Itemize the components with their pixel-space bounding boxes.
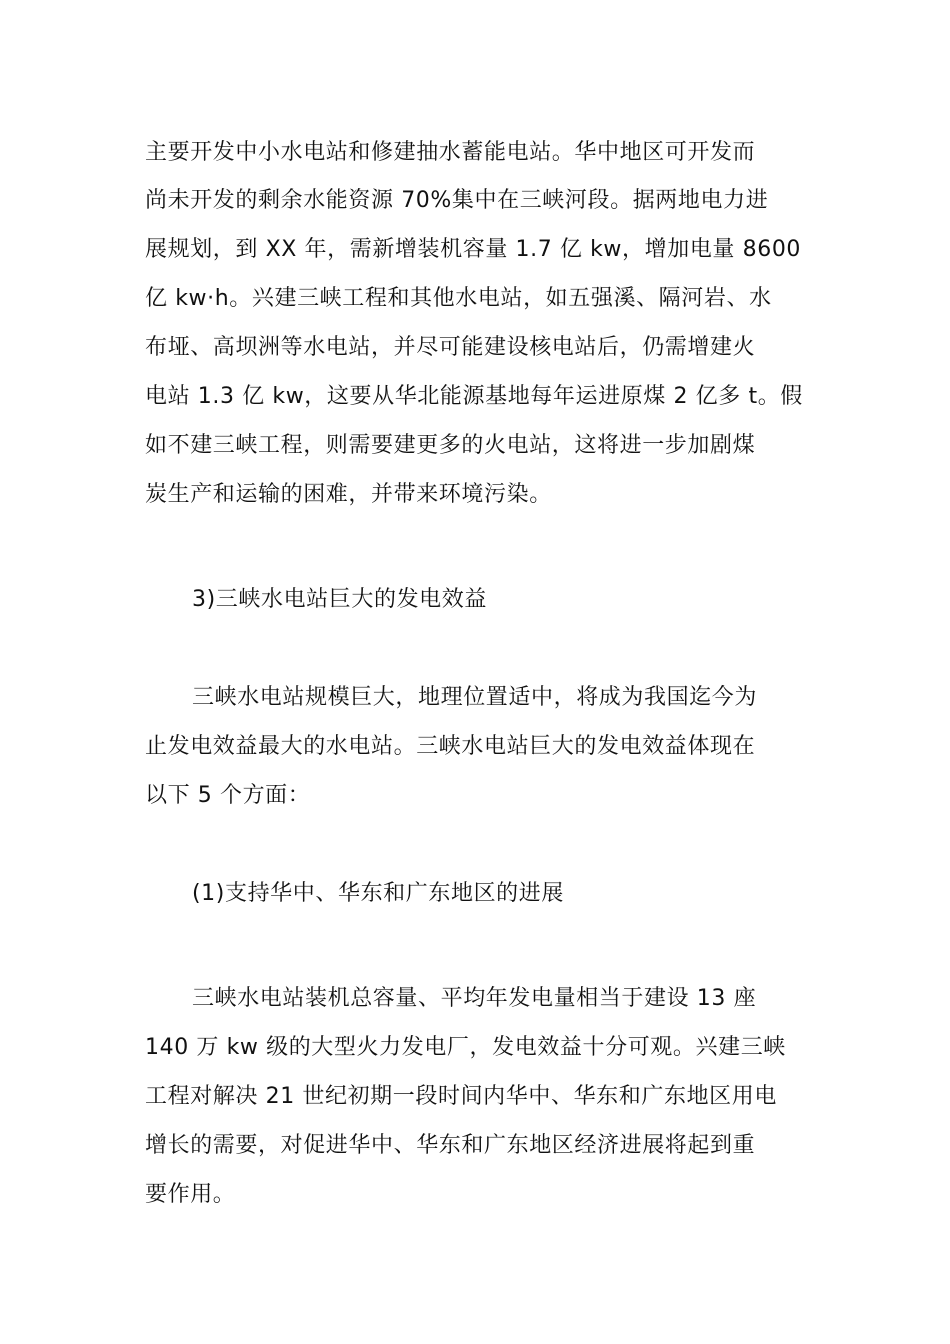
section-heading-3: 3)三峡水电站巨大的发电效益 [192, 587, 487, 612]
paragraph-1-line-5: 布垭、高坝洲等水电站，并尽可能建设核电站后，仍需增建火 [145, 335, 756, 360]
paragraph-2-line-3: 以下 5 个方面： [145, 783, 311, 808]
paragraph-1-line-1: 主要开发中小水电站和修建抽水蓄能电站。华中地区可开发而 [145, 140, 756, 165]
paragraph-1-line-8: 炭生产和运输的困难，并带来环境污染。 [145, 482, 552, 507]
paragraph-2-line-2: 止发电效益最大的水电站。三峡水电站巨大的发电效益体现在 [145, 734, 756, 759]
paragraph-2-line-1: 三峡水电站规模巨大，地理位置适中，将成为我国迄今为 [192, 685, 758, 710]
section-heading-1: (1)支持华中、华东和广东地区的进展 [192, 881, 564, 906]
paragraph-3-line-3: 工程对解决 21 世纪初期一段时间内华中、华东和广东地区用电 [145, 1084, 777, 1109]
paragraph-1-line-4: 亿 kw·h。兴建三峡工程和其他水电站，如五强溪、隔河岩、水 [145, 286, 772, 311]
paragraph-3-line-2: 140 万 kw 级的大型火力发电厂，发电效益十分可观。兴建三峡 [145, 1035, 786, 1060]
paragraph-3-line-5: 要作用。 [145, 1182, 236, 1207]
paragraph-1-line-7: 如不建三峡工程，则需要建更多的火电站，这将进一步加剧煤 [145, 433, 756, 458]
paragraph-3-line-4: 增长的需要，对促进华中、华东和广东地区经济进展将起到重 [145, 1133, 756, 1158]
paragraph-1-line-6: 电站 1.3 亿 kw，这要从华北能源基地每年运进原煤 2 亿多 t。假 [145, 384, 803, 409]
paragraph-3-line-1: 三峡水电站装机总容量、平均年发电量相当于建设 13 座 [192, 986, 757, 1011]
paragraph-1-line-2: 尚未开发的剩余水能资源 70%集中在三峡河段。据两地电力进 [145, 188, 769, 213]
paragraph-1-line-3: 展规划，到 XX 年，需新增装机容量 1.7 亿 kw，增加电量 8600 [145, 237, 802, 262]
